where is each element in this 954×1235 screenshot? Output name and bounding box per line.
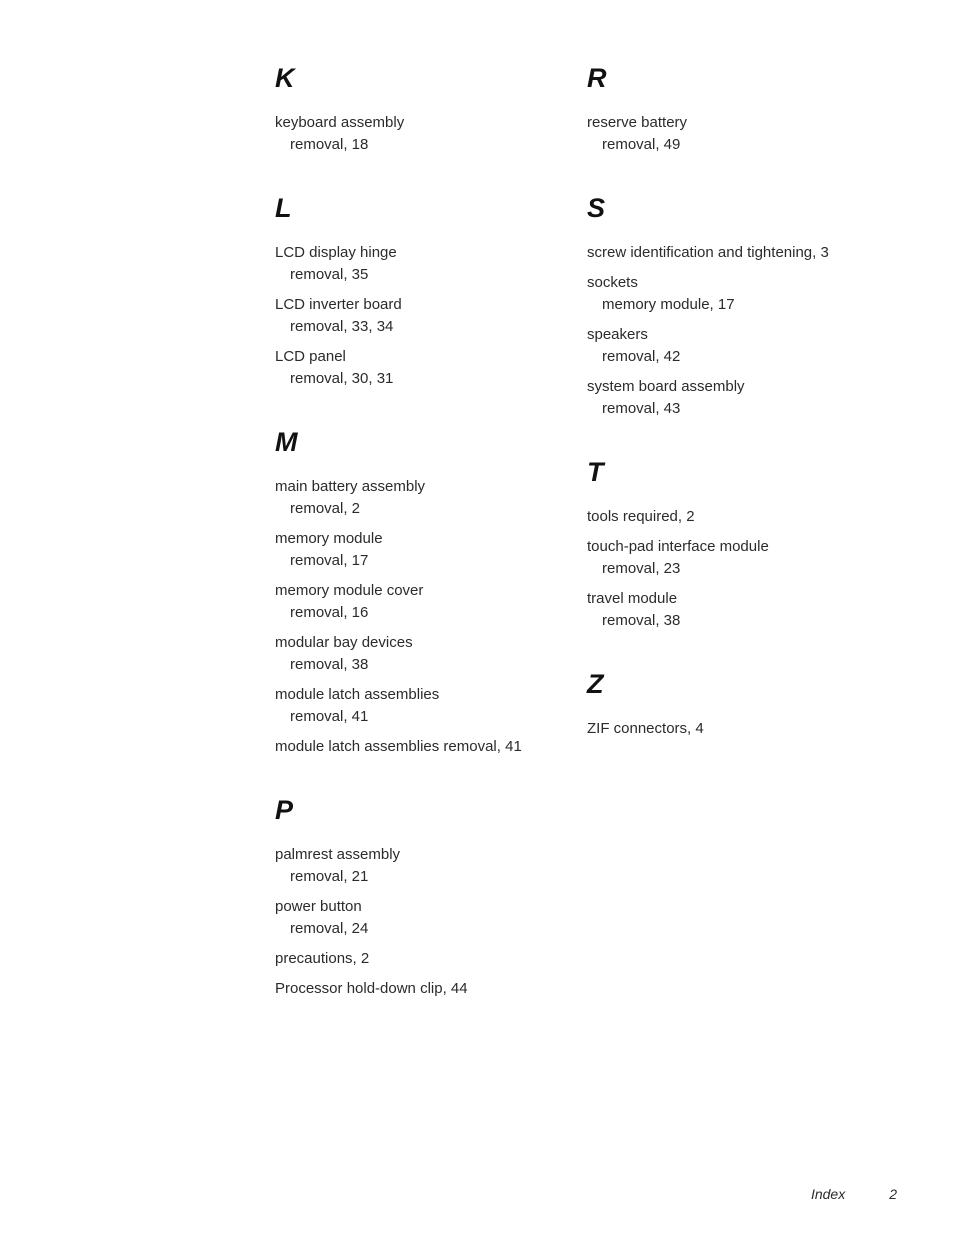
entry-term: palmrest assembly [275,846,401,863]
index-column-left [275,62,575,1008]
index-entry [275,896,575,940]
entry-subentry: removal, 35 [290,266,369,283]
section-letter: K [275,63,295,93]
section-letter: T [587,457,604,487]
footer-page-number: 2 [889,1186,897,1202]
index-entry [587,272,887,316]
entry-term: Processor hold-down clip, 44 [275,980,468,997]
index-entry [275,844,575,888]
page-footer [811,1186,897,1202]
entry-term: reserve battery [587,114,688,131]
index-entry [275,684,575,728]
entry-term: sockets [587,274,638,291]
index-entry [587,536,887,580]
entry-term: LCD panel [275,348,346,365]
index-section-r [587,62,887,156]
index-entry [275,528,575,572]
entry-subentry: removal, 30, 31 [290,370,394,387]
entry-term: ZIF connectors, 4 [587,720,704,737]
index-section-m [275,426,575,758]
index-section-t [587,456,887,632]
entry-term: module latch assemblies [275,686,440,703]
entry-subentry: removal, 16 [290,604,369,621]
entry-subentry: removal, 41 [290,708,369,725]
index-entry [587,718,887,740]
entry-term: keyboard assembly [275,114,405,131]
entry-subentry: removal, 21 [290,868,369,885]
entry-term: power button [275,898,362,915]
index-entry [275,476,575,520]
entry-term: precautions, 2 [275,950,370,967]
entry-subentry: removal, 33, 34 [290,318,394,335]
index-entry [275,580,575,624]
index-section-k [275,62,575,156]
section-letter: L [275,193,292,223]
index-entry [587,324,887,368]
entry-term: LCD display hinge [275,244,397,261]
index-section-z [587,668,887,740]
index-entry [275,978,575,1000]
entry-term: travel module [587,590,678,607]
entry-subentry: removal, 18 [290,136,369,153]
entry-subentry: memory module, 17 [602,296,735,313]
section-letter: R [587,63,607,93]
entry-subentry: removal, 23 [602,560,681,577]
entry-term: tools required, 2 [587,508,695,525]
entry-subentry: removal, 38 [602,612,681,629]
index-section-s [587,192,887,420]
entry-term: modular bay devices [275,634,413,651]
index-section-l [275,192,575,390]
entry-term: memory module cover [275,582,424,599]
index-entry [275,242,575,286]
entry-subentry: removal, 49 [602,136,681,153]
index-entry [275,294,575,338]
entry-term: screw identification and tightening, 3 [587,244,829,261]
entry-term: memory module [275,530,383,547]
index-column-right [587,62,887,748]
entry-term: touch-pad interface module [587,538,769,555]
index-entry [275,948,575,970]
entry-subentry: removal, 38 [290,656,369,673]
index-entry [275,346,575,390]
entry-term: LCD inverter board [275,296,402,313]
section-letter: M [275,427,298,457]
section-letter: Z [587,669,604,699]
section-letter: P [275,795,294,825]
index-entry [275,112,575,156]
index-entry [587,242,887,264]
entry-subentry: removal, 42 [602,348,681,365]
index-entry [587,376,887,420]
index-section-p [275,794,575,1000]
footer-section-title: Index [810,1186,846,1202]
index-entry [275,632,575,676]
entry-subentry: removal, 17 [290,552,369,569]
entry-term: module latch assemblies removal, 41 [275,738,522,755]
section-letter: S [587,193,606,223]
entry-term: main battery assembly [275,478,426,495]
entry-subentry: removal, 43 [602,400,681,417]
index-entry [587,588,887,632]
entry-subentry: removal, 2 [290,500,361,517]
index-entry [587,506,887,528]
index-entry [275,736,575,758]
index-entry [587,112,887,156]
entry-subentry: removal, 24 [290,920,369,937]
entry-term: speakers [587,326,648,343]
entry-term: system board assembly [587,378,745,395]
